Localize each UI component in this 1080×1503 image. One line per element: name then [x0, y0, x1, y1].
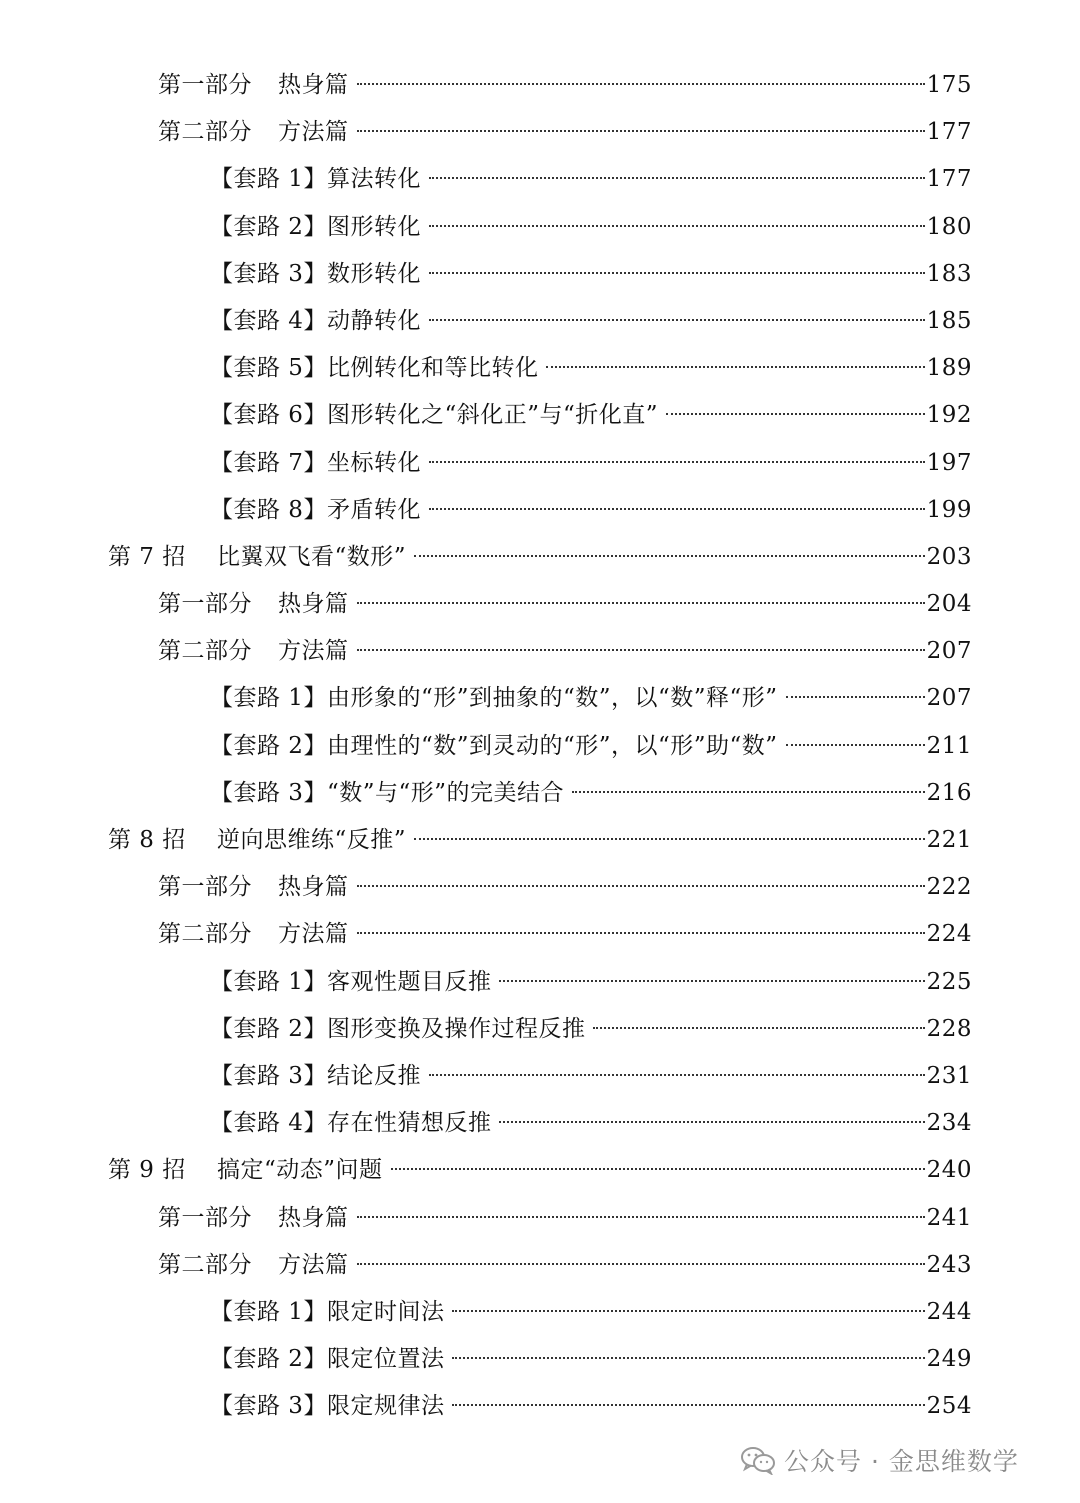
section-tag: 【套路 1】 — [210, 1298, 327, 1325]
section-tag: 【套路 3】 — [210, 260, 327, 287]
entry-title: 方法篇 — [278, 1251, 349, 1278]
page-number: 180 — [926, 213, 972, 240]
entry-title: 热身篇 — [278, 591, 349, 618]
dot-leader — [357, 649, 925, 651]
entry-title: “数”与“形”的完美结合 — [326, 779, 564, 806]
page-number: 207 — [926, 685, 972, 712]
toc-section-entry — [0, 392, 1080, 439]
section-tag: 【套路 1】 — [210, 685, 327, 712]
entry-title: 方法篇 — [278, 638, 349, 665]
page-number: 211 — [926, 732, 972, 759]
dot-leader — [429, 461, 925, 463]
toc-part-entry — [0, 109, 1080, 156]
dot-leader — [546, 366, 924, 368]
dot-leader — [357, 885, 925, 887]
part-label: 第二部分 — [158, 119, 252, 146]
part-label: 第二部分 — [158, 1251, 252, 1278]
dot-leader — [429, 319, 925, 321]
page-number: 192 — [926, 402, 972, 429]
dot-leader — [357, 932, 925, 934]
section-tag: 【套路 5】 — [210, 355, 327, 382]
toc-section-entry — [0, 959, 1080, 1006]
page-number: 177 — [926, 166, 972, 193]
entry-title: 客观性题目反推 — [326, 968, 492, 995]
toc-section-entry — [0, 156, 1080, 203]
entry-title: 热身篇 — [278, 72, 349, 98]
section-tag: 【套路 6】 — [210, 402, 327, 429]
dot-leader — [429, 272, 925, 274]
dot-leader — [357, 130, 925, 132]
entry-title: 矛盾转化 — [326, 496, 421, 523]
entry-title: 由理性的“数”到灵动的“形”，以“形”助“数” — [326, 732, 778, 759]
dot-leader — [786, 744, 925, 746]
toc-section-entry — [0, 204, 1080, 251]
page-number: 225 — [926, 968, 972, 995]
wechat-icon — [740, 1445, 776, 1475]
page-number: 224 — [926, 921, 972, 948]
toc-section-entry — [0, 1383, 1080, 1430]
toc-section-entry — [0, 1100, 1080, 1147]
section-tag: 【套路 2】 — [210, 1346, 327, 1373]
chapter-number: 第 7 招 — [108, 543, 186, 570]
chapter-number: 第 9 招 — [108, 1157, 186, 1184]
entry-title: 算法转化 — [326, 166, 421, 193]
dot-leader — [452, 1357, 924, 1359]
dot-leader — [357, 602, 925, 604]
dot-leader — [429, 1074, 925, 1076]
toc-part-entry — [0, 581, 1080, 628]
toc-section-entry — [0, 1006, 1080, 1053]
page-number: 199 — [926, 496, 972, 523]
part-label: 第一部分 — [158, 1204, 252, 1231]
dot-leader — [414, 838, 925, 840]
entry-title: 结论反推 — [326, 1062, 421, 1089]
page-number: 249 — [926, 1346, 972, 1373]
toc-part-entry — [0, 911, 1080, 958]
page-number: 240 — [926, 1157, 972, 1184]
page-number: 228 — [926, 1015, 972, 1042]
page-number: 216 — [926, 779, 972, 806]
entry-title: 方法篇 — [278, 119, 349, 146]
dot-leader — [414, 555, 925, 557]
dot-leader — [357, 1216, 925, 1218]
entry-title: 数形转化 — [326, 260, 421, 287]
entry-title: 搞定“动态”问题 — [217, 1157, 383, 1184]
toc-section-entry — [0, 675, 1080, 722]
entry-title: 比例转化和等比转化 — [326, 355, 539, 382]
page-number: 183 — [926, 260, 972, 287]
toc-section-entry — [0, 1053, 1080, 1100]
page-number: 197 — [926, 449, 972, 476]
section-tag: 【套路 4】 — [210, 307, 327, 334]
part-label: 第一部分 — [158, 72, 252, 98]
page-number: 207 — [926, 638, 972, 665]
entry-title: 图形转化 — [326, 213, 421, 240]
toc-chapter-entry — [0, 534, 1080, 581]
entry-title: 限定位置法 — [326, 1346, 445, 1373]
page-number: 234 — [926, 1110, 972, 1137]
page-number: 203 — [926, 543, 972, 570]
page-number: 204 — [926, 591, 972, 618]
dot-leader — [452, 1310, 924, 1312]
dot-leader — [429, 225, 925, 227]
page-number: 243 — [926, 1251, 972, 1278]
toc-part-entry — [0, 628, 1080, 675]
entry-title: 限定时间法 — [326, 1298, 445, 1325]
entry-title: 比翼双飞看“数形” — [217, 543, 407, 570]
entry-title: 坐标转化 — [326, 449, 421, 476]
section-tag: 【套路 3】 — [210, 1393, 327, 1420]
dot-leader — [786, 696, 925, 698]
entry-title: 限定规律法 — [326, 1393, 445, 1420]
dot-leader — [429, 508, 925, 510]
entry-title: 动静转化 — [326, 307, 421, 334]
dot-leader — [452, 1404, 924, 1406]
table-of-contents — [0, 62, 1080, 1430]
part-label: 第一部分 — [158, 874, 252, 901]
toc-section-entry — [0, 440, 1080, 487]
toc-chapter-entry — [0, 1147, 1080, 1194]
dot-leader — [593, 1027, 924, 1029]
entry-title: 由形象的“形”到抽象的“数”，以“数”释“形” — [326, 685, 778, 712]
section-tag: 【套路 8】 — [210, 496, 327, 523]
dot-leader — [357, 83, 925, 85]
page-number: 241 — [926, 1204, 972, 1231]
entry-title: 图形变换及操作过程反推 — [326, 1015, 586, 1042]
page-number: 244 — [926, 1298, 972, 1325]
page-number: 221 — [926, 827, 972, 853]
toc-part-entry — [0, 1195, 1080, 1242]
section-tag: 【套路 3】 — [210, 1062, 327, 1089]
dot-leader — [429, 177, 925, 179]
section-tag: 【套路 1】 — [210, 166, 327, 193]
toc-section-entry — [0, 298, 1080, 345]
dot-leader — [666, 413, 925, 415]
toc-part-entry — [0, 864, 1080, 911]
chapter-number: 第 8 招 — [108, 827, 186, 853]
page-number: 254 — [926, 1393, 972, 1420]
dot-leader — [391, 1168, 925, 1170]
toc-part-entry — [0, 1242, 1080, 1289]
toc-section-entry — [0, 1289, 1080, 1336]
page-number: 177 — [926, 119, 972, 146]
section-tag: 【套路 4】 — [210, 1110, 327, 1137]
toc-section-entry — [0, 770, 1080, 817]
dot-leader — [499, 1121, 924, 1123]
part-label: 第一部分 — [158, 591, 252, 618]
page-number: 175 — [926, 72, 972, 98]
toc-section-entry — [0, 487, 1080, 534]
dot-leader — [572, 791, 925, 793]
entry-title: 方法篇 — [278, 921, 349, 948]
part-label: 第二部分 — [158, 638, 252, 665]
toc-part-entry — [0, 62, 1080, 109]
entry-title: 逆向思维练“反推” — [217, 827, 407, 853]
dot-leader — [499, 980, 924, 982]
section-tag: 【套路 2】 — [210, 732, 327, 759]
page-number: 222 — [926, 874, 972, 901]
dot-leader — [357, 1263, 925, 1265]
entry-title: 热身篇 — [278, 874, 349, 901]
part-label: 第二部分 — [158, 921, 252, 948]
watermark — [740, 1440, 1019, 1480]
page-number: 185 — [926, 307, 972, 334]
toc-chapter-entry — [0, 817, 1080, 864]
page-number: 231 — [926, 1062, 972, 1089]
watermark-text: 公众号 · 金思维数学 — [784, 1447, 1019, 1476]
toc-section-entry — [0, 1336, 1080, 1383]
toc-section-entry — [0, 723, 1080, 770]
entry-title: 热身篇 — [278, 1204, 349, 1231]
entry-title: 存在性猜想反推 — [326, 1110, 492, 1137]
section-tag: 【套路 2】 — [210, 213, 327, 240]
section-tag: 【套路 2】 — [210, 1015, 327, 1042]
section-tag: 【套路 7】 — [210, 449, 327, 476]
section-tag: 【套路 3】 — [210, 779, 327, 806]
toc-section-entry — [0, 345, 1080, 392]
page-number: 189 — [926, 355, 972, 382]
section-tag: 【套路 1】 — [210, 968, 327, 995]
entry-title: 图形转化之“斜化正”与“折化直” — [326, 402, 658, 429]
toc-section-entry — [0, 251, 1080, 298]
